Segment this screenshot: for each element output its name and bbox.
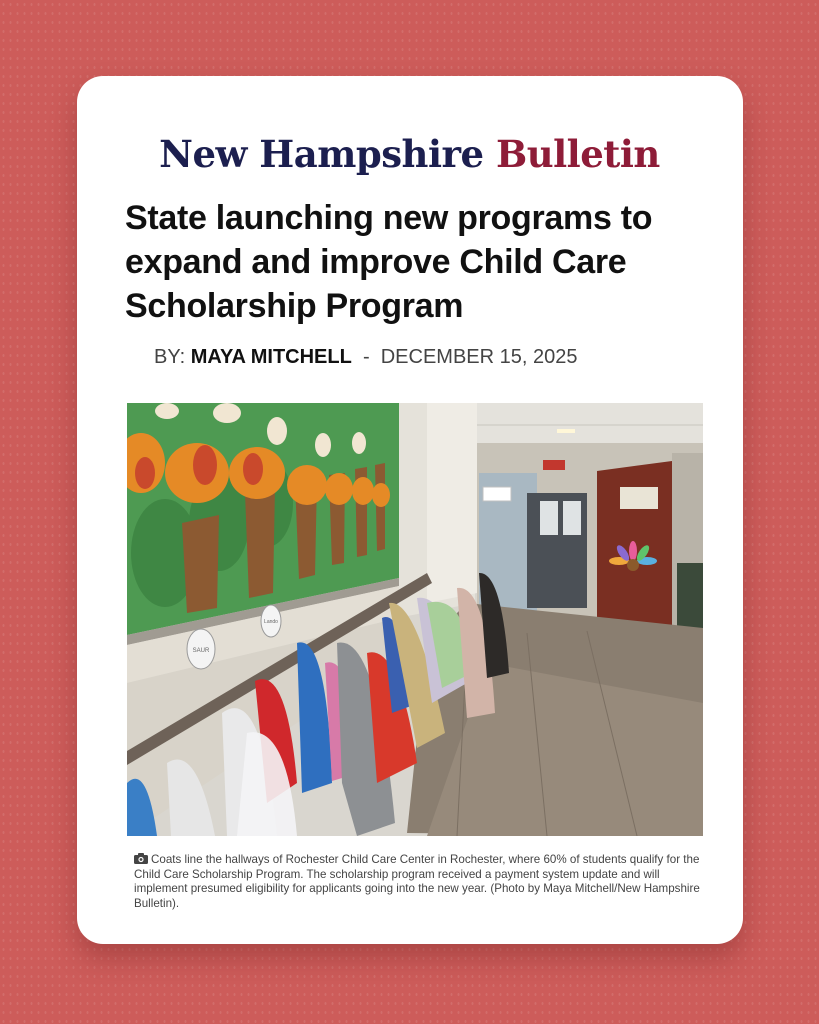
- author-name[interactable]: MAYA MITCHELL: [190, 346, 352, 368]
- photo-caption: [134, 853, 704, 911]
- hallway-photo-illustration: [127, 403, 703, 836]
- article-headline[interactable]: State launching new programs to expand and improve Child Care Scholarship Program: [125, 199, 653, 325]
- caption-text: Coats line the hallways of Rochester Child Care Center in Rochester, where 60% of students qualify for the Child Care Scholarship Program. The scholarship program received a payment system update and will implement presumed eligibility for applicants going into the new year. (Photo by Maya Mitchell/New Hampshire Bulletin).: [134, 853, 700, 910]
- name-tag-2: Lando: [264, 619, 278, 625]
- publication-logo[interactable]: [0, 132, 819, 176]
- logo-part-1: New Hampshire: [159, 132, 484, 176]
- byline: [154, 346, 578, 369]
- logo-part-2: Bulletin: [495, 132, 660, 176]
- camera-icon: [134, 853, 148, 864]
- publish-date: DECEMBER 15, 2025: [380, 346, 578, 368]
- name-tag-1: SAUR: [192, 648, 210, 654]
- byline-separator: -: [357, 346, 376, 368]
- article-photo[interactable]: [127, 403, 703, 836]
- byline-prefix: BY:: [154, 346, 186, 368]
